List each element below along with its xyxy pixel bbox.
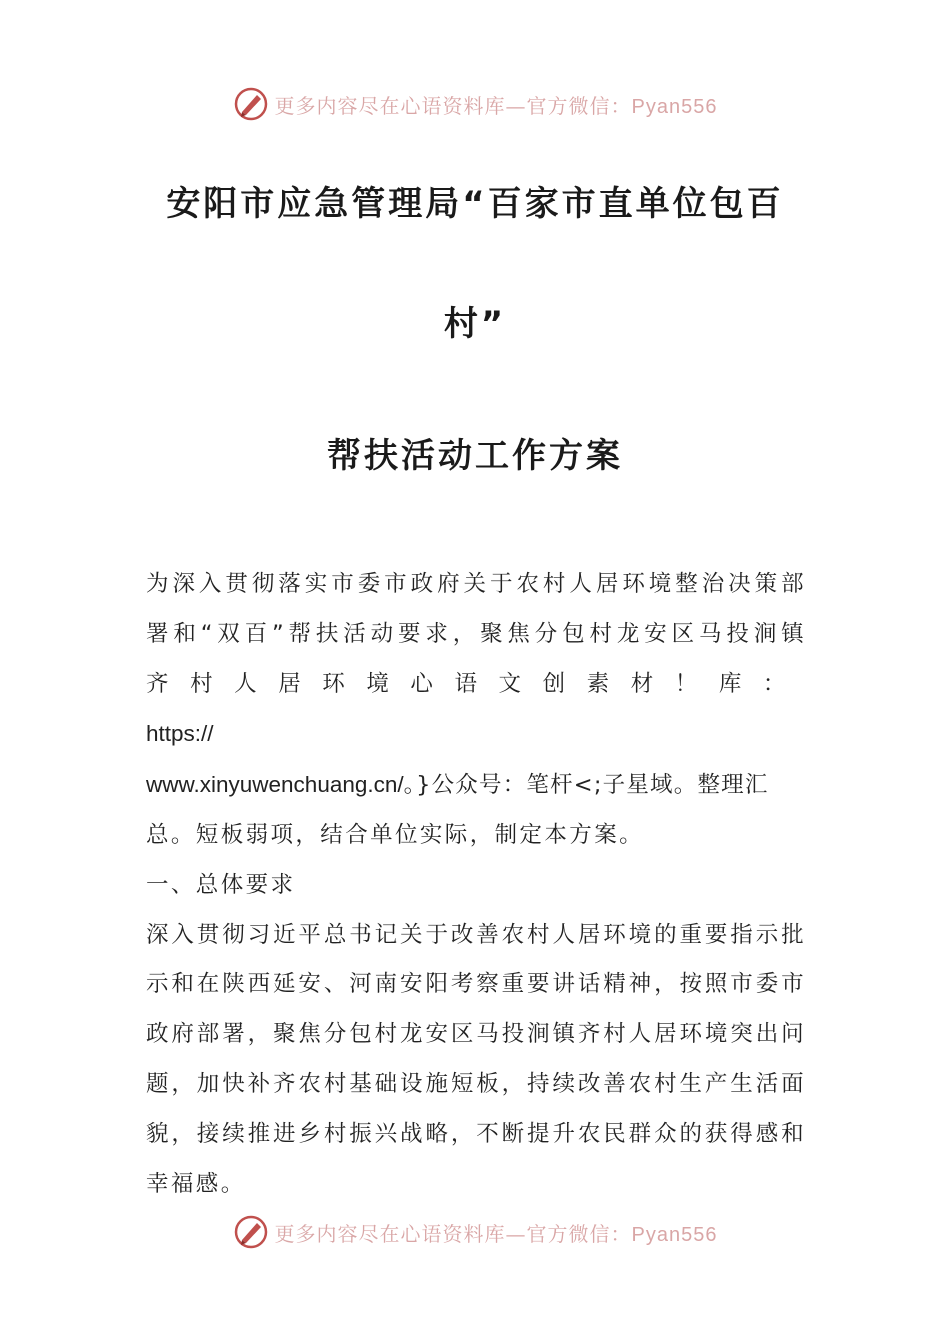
section-1-body: 深入贯彻习近平总书记关于改善农村人居环境的重要指示批示和在陕西延安、河南安阳考察重要讲话精神，按照市委市政府部署，聚焦分包村龙安区马投涧镇齐村人居环境突出问题，加快补齐农村基础设施短板，持续改善农村生产生活面貌，接续推进乡村振兴战略，不断提升农民群众的获得感和幸福感。 xyxy=(146,921,806,1197)
intro-line-3-text: 齐村人居环境心语文创素材！库： xyxy=(146,670,806,697)
title-line-3: 帮扶活动工作方案 xyxy=(327,436,623,476)
intro-url-part-2: www.xinyuwenchuang.cn/ xyxy=(146,772,404,798)
intro-line-4-text: 。}公众号：笔杆<;子星域。整理汇 xyxy=(403,772,769,799)
header-watermark xyxy=(0,82,950,126)
intro-line-2: 署和“双百”帮扶活动要求，聚焦分包村龙安区马投涧镇 xyxy=(146,620,806,647)
footer-watermark xyxy=(0,1210,950,1254)
watermark-text: 更多内容尽在心语资料库—官方微信：Pyan556 xyxy=(274,93,718,118)
intro-line-4 xyxy=(146,760,806,811)
watermark-wechat-id: Pyan556 xyxy=(631,95,718,118)
title-line-1: 安阳市应急管理局“百家市直单位包百 xyxy=(166,184,784,224)
watermark-text: 更多内容尽在心语资料库—官方微信：Pyan556 xyxy=(274,1221,718,1246)
document-body xyxy=(146,560,806,1209)
intro-line-5: 总。短板弱项，结合单位实际，制定本方案。 xyxy=(146,821,645,848)
watermark-wechat-id: Pyan556 xyxy=(631,1223,718,1246)
pen-logo-icon xyxy=(233,86,269,122)
pen-logo-icon xyxy=(233,1214,269,1250)
intro-line-3 xyxy=(146,660,806,761)
title-line-2: 村” xyxy=(443,304,507,344)
intro-url-part-1: https:// xyxy=(146,721,214,747)
section-1-heading: 一、总体要求 xyxy=(146,871,296,898)
intro-line-1: 为深入贯彻落实市委市政府关于农村人居环境整治决策部 xyxy=(146,571,806,597)
